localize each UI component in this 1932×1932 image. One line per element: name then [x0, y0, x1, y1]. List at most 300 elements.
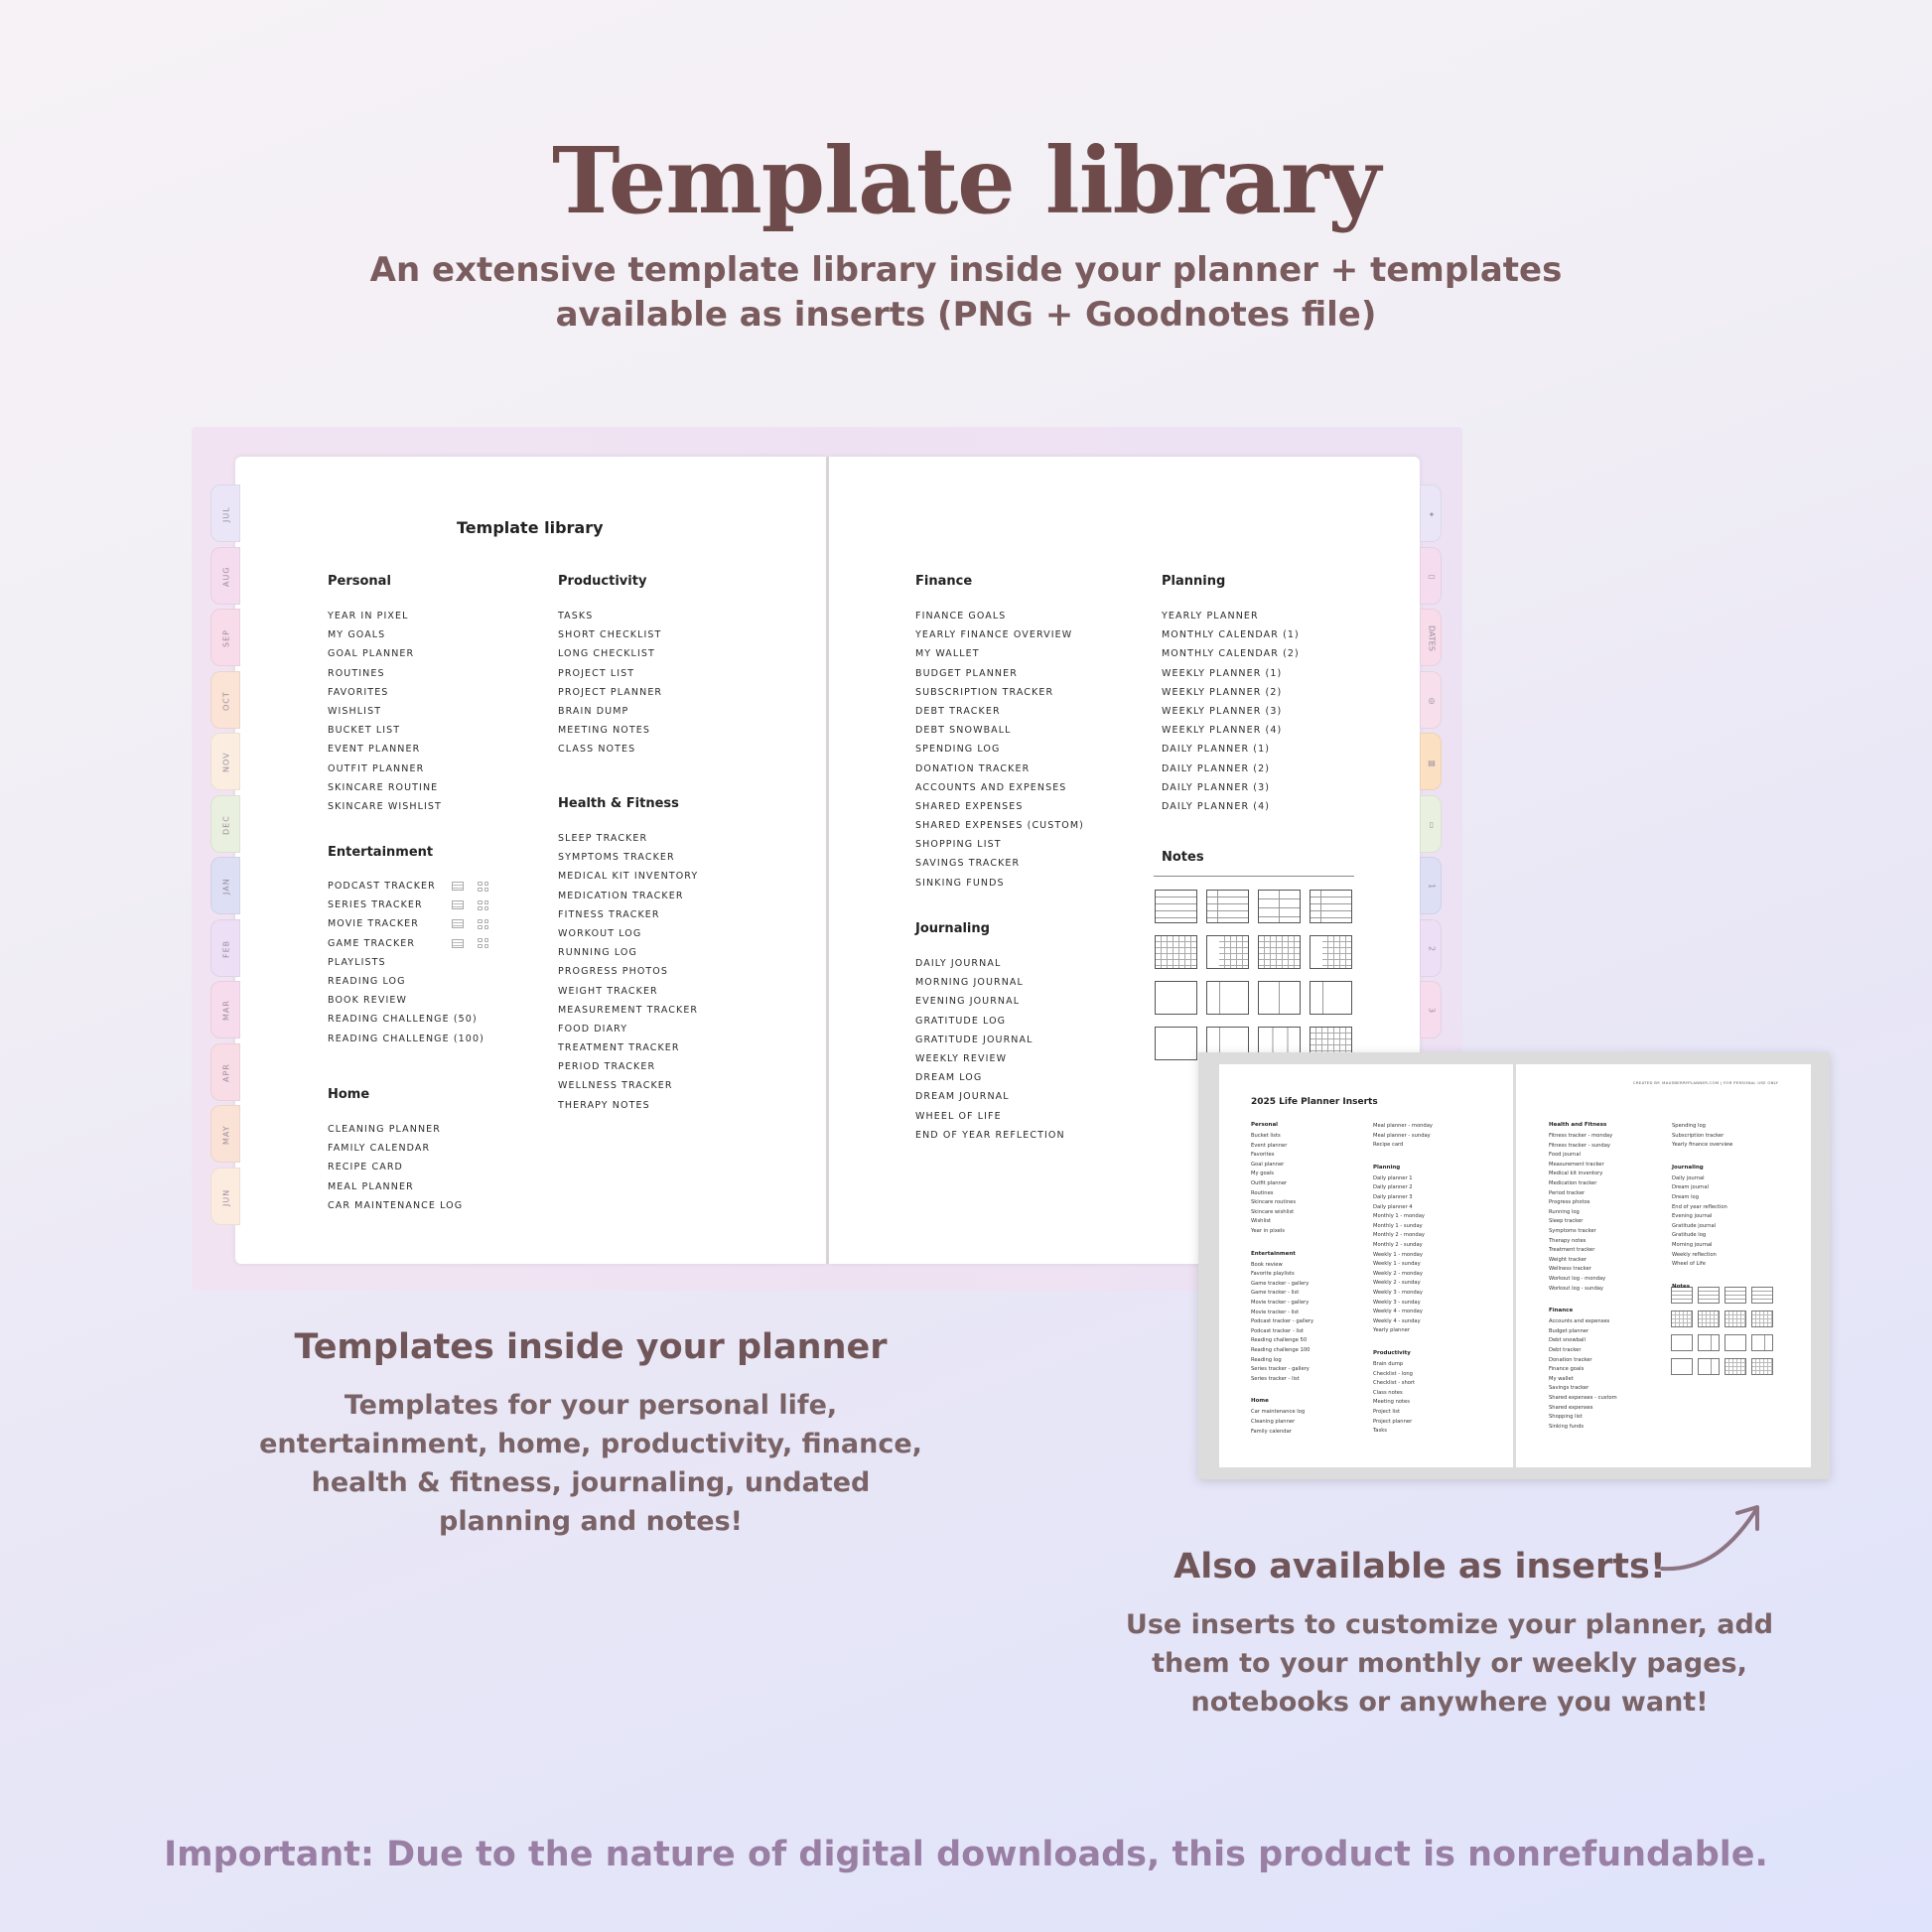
- month-tab-dec[interactable]: [210, 795, 240, 853]
- template-link[interactable]: GAME TRACKER: [328, 937, 416, 949]
- inserts-section-title: Productivity: [1373, 1350, 1411, 1356]
- notebook-lined-wide-thumb: [1725, 1287, 1746, 1304]
- template-link[interactable]: CLEANING PLANNER: [328, 1124, 441, 1135]
- notebook-grid-thumb: [1725, 1311, 1746, 1327]
- month-tab-label: AUG: [221, 566, 231, 587]
- template-link[interactable]: SLEEP TRACKER: [558, 833, 648, 844]
- insert-item: Wellness tracker: [1549, 1266, 1591, 1273]
- month-tab-label: JUN: [221, 1187, 231, 1206]
- template-link[interactable]: DREAM LOG: [915, 1072, 983, 1084]
- inserts-credit: CREATED BY: MAUSBERRYPLANNER.COM | FOR PERSONAL USE ONLY: [1633, 1080, 1779, 1085]
- template-link[interactable]: YEARLY FINANCE OVERVIEW: [915, 629, 1073, 641]
- insert-item: Weekly 1 - monday: [1373, 1251, 1423, 1258]
- journaling-list: [915, 954, 1065, 1145]
- template-link[interactable]: MORNING JOURNAL: [915, 977, 1024, 989]
- template-link[interactable]: BOOK REVIEW: [328, 995, 407, 1007]
- insert-item: Year in pixels: [1251, 1227, 1285, 1234]
- template-link[interactable]: SKINCARE WISHLIST: [328, 800, 442, 812]
- insert-item: Podcast tracker - gallery: [1251, 1318, 1314, 1325]
- insert-item: Daily planner 1: [1373, 1174, 1413, 1181]
- template-link[interactable]: PODCAST TRACKER: [328, 881, 436, 892]
- template-link[interactable]: PERIOD TRACKER: [558, 1061, 656, 1073]
- insert-item: Skincare routines: [1251, 1199, 1297, 1206]
- template-link[interactable]: WELLNESS TRACKER: [558, 1080, 673, 1092]
- template-link[interactable]: FAMILY CALENDAR: [328, 1143, 431, 1155]
- insert-item: Game tracker - gallery: [1251, 1280, 1310, 1287]
- entertainment-view-icons: [452, 877, 488, 953]
- template-link[interactable]: BUDGET PLANNER: [915, 667, 1018, 679]
- notebook-grid-margin-thumb[interactable]: [1310, 935, 1352, 969]
- insert-item: Car maintenance log: [1251, 1409, 1306, 1416]
- month-tab-mar[interactable]: [210, 981, 240, 1038]
- insert-item: Fitness tracker - monday: [1549, 1133, 1613, 1139]
- month-tab-label: SEP: [221, 629, 231, 647]
- inserts-section-list: [1373, 1360, 1415, 1437]
- insert-item: Daily planner 2: [1373, 1184, 1413, 1191]
- template-link[interactable]: WHEEL OF LIFE: [915, 1110, 1002, 1122]
- section-tab-label: ◎: [1427, 696, 1437, 705]
- health-title: Health & Fitness: [558, 796, 679, 811]
- template-link[interactable]: WEIGHT TRACKER: [558, 985, 658, 997]
- month-tab-label: MAR: [221, 1000, 231, 1022]
- template-link[interactable]: MEETING NOTES: [558, 725, 651, 737]
- template-link[interactable]: DAILY PLANNER (4): [1162, 800, 1271, 812]
- notebook-blank-margin-thumb[interactable]: [1206, 981, 1249, 1015]
- insert-item: Dream log: [1672, 1193, 1699, 1200]
- month-tab-apr[interactable]: [210, 1043, 240, 1101]
- gallery-view-icon[interactable]: [478, 900, 488, 910]
- template-link[interactable]: MONTHLY CALENDAR (2): [1162, 648, 1300, 660]
- inserts-section-list: [1251, 1132, 1296, 1237]
- template-link[interactable]: MY WALLET: [915, 648, 980, 660]
- insert-item: Meal planner - sunday: [1373, 1132, 1431, 1139]
- template-link[interactable]: READING LOG: [328, 975, 406, 987]
- notebook-blank-thumb[interactable]: [1155, 1027, 1197, 1060]
- insert-item: Measurement tracker: [1549, 1161, 1604, 1168]
- template-link[interactable]: GRATITUDE LOG: [915, 1015, 1007, 1027]
- insert-item: My wallet: [1549, 1375, 1574, 1382]
- section-tab-5[interactable]: [1420, 795, 1442, 853]
- inserts-section-title: Entertainment: [1251, 1250, 1296, 1257]
- template-link[interactable]: SAVINGS TRACKER: [915, 858, 1021, 870]
- insert-item: Shopping list: [1549, 1414, 1583, 1421]
- insert-item: Movie tracker - list: [1251, 1309, 1300, 1315]
- insert-item: Cleaning planner: [1251, 1418, 1296, 1425]
- insert-item: Weekly 3 - sunday: [1373, 1299, 1421, 1306]
- insert-item: Gratitude log: [1672, 1232, 1707, 1239]
- template-link[interactable]: SKINCARE ROUTINE: [328, 781, 439, 793]
- template-link[interactable]: WEEKLY PLANNER (2): [1162, 686, 1283, 698]
- notebook-blank-thumb: [1671, 1334, 1693, 1351]
- template-link[interactable]: MOVIE TRACKER: [328, 918, 419, 930]
- insert-item: Food journal: [1549, 1152, 1581, 1159]
- insert-item: My goals: [1251, 1171, 1274, 1177]
- month-tab-label: NOV: [221, 752, 231, 773]
- insert-item: Wheel of Life: [1672, 1261, 1706, 1268]
- template-link[interactable]: FITNESS TRACKER: [558, 908, 660, 920]
- inserts-section-list: [1373, 1174, 1425, 1336]
- gallery-view-icon[interactable]: [478, 919, 488, 929]
- productivity-title: Productivity: [558, 574, 647, 589]
- template-link[interactable]: THERAPY NOTES: [558, 1099, 650, 1111]
- insert-item: Reading challenge 100: [1251, 1346, 1311, 1353]
- template-link[interactable]: DAILY PLANNER (2): [1162, 762, 1271, 774]
- list-view-icon[interactable]: [452, 882, 464, 891]
- notebook-grid-thumb: [1671, 1311, 1693, 1327]
- planner-left-page: [235, 457, 826, 1264]
- notebook-blank-thumb: [1671, 1358, 1693, 1375]
- template-link[interactable]: PLAYLISTS: [328, 956, 386, 968]
- list-view-icon[interactable]: [452, 900, 464, 909]
- template-link[interactable]: PROGRESS PHOTOS: [558, 966, 669, 978]
- insert-item: Movie tracker - gallery: [1251, 1299, 1310, 1306]
- inserts-section-title: Health and Fitness: [1549, 1122, 1607, 1128]
- template-link[interactable]: FAVORITES: [328, 686, 389, 698]
- inserts-section-list: [1251, 1261, 1313, 1385]
- curved-arrow-icon: [1658, 1499, 1767, 1579]
- insert-item: Running log: [1549, 1208, 1580, 1215]
- template-link[interactable]: CLASS NOTES: [558, 744, 636, 756]
- template-link[interactable]: GOAL PLANNER: [328, 648, 415, 660]
- insert-item: End of year reflection: [1672, 1203, 1727, 1210]
- section-tab-2[interactable]: [1420, 609, 1442, 666]
- insert-item: Skincare wishlist: [1251, 1208, 1295, 1215]
- template-link[interactable]: LONG CHECKLIST: [558, 648, 655, 660]
- insert-item: Treatment tracker: [1549, 1247, 1595, 1254]
- inside-heading: Templates inside your planner: [294, 1327, 888, 1367]
- section-tab-label: 3: [1427, 1008, 1437, 1014]
- insert-item: Meeting notes: [1373, 1399, 1410, 1406]
- insert-item: Favorites: [1251, 1152, 1275, 1159]
- insert-item: Game tracker - list: [1251, 1290, 1300, 1297]
- library-heading: Template library: [457, 518, 604, 537]
- insert-item: Debt tracker: [1549, 1346, 1582, 1353]
- notebook-blank-margin-thumb: [1698, 1334, 1720, 1351]
- insert-item: Sinking funds: [1549, 1423, 1585, 1430]
- template-link[interactable]: DAILY PLANNER (3): [1162, 781, 1271, 793]
- insert-item: Medication tracker: [1549, 1179, 1597, 1186]
- template-link[interactable]: DONATION TRACKER: [915, 762, 1031, 774]
- home-title: Home: [328, 1087, 370, 1102]
- insert-item: Series tracker - gallery: [1251, 1366, 1310, 1373]
- template-link[interactable]: WEEKLY PLANNER (3): [1162, 705, 1283, 717]
- insert-item: Reading challenge 50: [1251, 1337, 1308, 1344]
- insert-item: Podcast tracker - list: [1251, 1327, 1304, 1334]
- template-link[interactable]: SHOPPING LIST: [915, 839, 1002, 851]
- insert-item: Daily journal: [1672, 1174, 1705, 1181]
- template-link[interactable]: OUTFIT PLANNER: [328, 762, 425, 774]
- insert-item: Weekly 3 - monday: [1373, 1289, 1423, 1296]
- inserts-heading: Also available as inserts!: [1173, 1547, 1666, 1587]
- insert-item: Therapy notes: [1549, 1237, 1587, 1244]
- insert-item: Reading log: [1251, 1356, 1282, 1363]
- insert-item: Accounts and expenses: [1549, 1318, 1610, 1325]
- insert-item: Checklist - short: [1373, 1380, 1416, 1387]
- inserts-section-list: [1549, 1132, 1612, 1294]
- insert-item: Recipe card: [1373, 1142, 1404, 1149]
- template-link[interactable]: END OF YEAR REFLECTION: [915, 1129, 1065, 1141]
- template-link[interactable]: WEEKLY PLANNER (1): [1162, 667, 1283, 679]
- planning-list: [1162, 607, 1300, 816]
- section-tab-0[interactable]: [1420, 484, 1442, 542]
- insert-item: Debt snowball: [1549, 1337, 1586, 1344]
- section-tab-6[interactable]: [1420, 857, 1442, 914]
- refund-notice: Important: Due to the nature of digital downloads, this product is nonrefundable.: [164, 1835, 1768, 1874]
- inside-body: Templates for your personal life, entertainment, home, productivity, finance, health & fitness, journaling, undated planning and notes!: [259, 1390, 922, 1537]
- page-title: Template library: [552, 127, 1380, 234]
- insert-item: Project list: [1373, 1408, 1401, 1415]
- section-tab-label: 2: [1427, 945, 1437, 952]
- insert-item: Weekly 4 - monday: [1373, 1309, 1423, 1315]
- insert-item: Subscription tracker: [1672, 1132, 1725, 1139]
- insert-item: Event planner: [1251, 1142, 1288, 1149]
- insert-item: Checklist - long: [1373, 1370, 1413, 1377]
- template-link[interactable]: CAR MAINTENANCE LOG: [328, 1199, 464, 1211]
- inserts-section-title: Finance: [1549, 1308, 1574, 1314]
- month-tab-aug[interactable]: [210, 547, 240, 605]
- month-tab-label: OCT: [221, 690, 231, 711]
- list-view-icon[interactable]: [452, 919, 464, 928]
- notebook-blank-split-thumb: [1725, 1334, 1746, 1351]
- template-link[interactable]: READING CHALLENGE (100): [328, 1033, 484, 1044]
- notes-divider: [1154, 876, 1354, 877]
- template-link[interactable]: DEBT SNOWBALL: [915, 725, 1012, 737]
- insert-item: Yearly planner: [1373, 1327, 1410, 1334]
- template-link[interactable]: SYMPTOMS TRACKER: [558, 852, 675, 864]
- notebook-grid-thumb[interactable]: [1155, 935, 1197, 969]
- insert-item: Workout log - sunday: [1549, 1285, 1603, 1292]
- page-subtitle: An extensive template library inside your planner + templates available as inserts (PNG + Goodnotes file): [369, 250, 1563, 335]
- template-link[interactable]: ACCOUNTS AND EXPENSES: [915, 781, 1067, 793]
- template-link[interactable]: WEEKLY PLANNER (4): [1162, 725, 1283, 737]
- notebook-lined-wide-thumb[interactable]: [1258, 890, 1301, 923]
- insert-item: Weekly 1 - sunday: [1373, 1261, 1421, 1268]
- template-link[interactable]: RECIPE CARD: [328, 1162, 403, 1173]
- insert-item: Donation tracker: [1549, 1356, 1592, 1363]
- notebook-grid-thumb[interactable]: [1258, 935, 1301, 969]
- section-tab-label: ✦: [1427, 509, 1437, 519]
- finance-title: Finance: [915, 574, 973, 589]
- insert-item: Yearly finance overview: [1672, 1142, 1733, 1149]
- inserts-body: Use inserts to customize your planner, add them to your monthly or weekly pages, notebooks or anywhere you want!: [1125, 1609, 1774, 1718]
- insert-item: Class notes: [1373, 1389, 1403, 1396]
- inserts-section-list: [1672, 1122, 1732, 1151]
- insert-item: Brain dump: [1373, 1361, 1404, 1367]
- month-tab-jun[interactable]: [210, 1168, 240, 1225]
- notebook-lined-margin-thumb[interactable]: [1206, 890, 1249, 923]
- gallery-view-icon[interactable]: [478, 882, 488, 892]
- insert-item: Routines: [1251, 1189, 1274, 1196]
- inserts-section-title: Personal: [1251, 1122, 1279, 1128]
- insert-item: Bucket lists: [1251, 1133, 1281, 1139]
- notes-template-grid: [1155, 890, 1352, 1060]
- template-link[interactable]: YEARLY PLANNER: [1162, 611, 1259, 621]
- insert-item: Project planner: [1373, 1418, 1413, 1425]
- template-link[interactable]: SERIES TRACKER: [328, 899, 423, 911]
- section-tab-3[interactable]: [1420, 671, 1442, 729]
- insert-item: Daily planner 3: [1373, 1193, 1413, 1200]
- section-tab-label: ▤: [1427, 758, 1437, 767]
- insert-item: Symptoms tracker: [1549, 1227, 1596, 1234]
- template-link[interactable]: MEAL PLANNER: [328, 1180, 414, 1192]
- notebook-blank-thumb[interactable]: [1155, 981, 1197, 1015]
- personal-list: [328, 607, 442, 816]
- gallery-view-icon[interactable]: [478, 938, 488, 948]
- insert-item: Family calendar: [1251, 1428, 1292, 1435]
- template-link[interactable]: DREAM JOURNAL: [915, 1091, 1010, 1103]
- template-link[interactable]: DEBT TRACKER: [915, 705, 1001, 717]
- insert-item: Weekly 2 - monday: [1373, 1270, 1423, 1277]
- section-tab-label: DATES: [1427, 625, 1437, 651]
- insert-item: Daily planner 4: [1373, 1203, 1413, 1210]
- template-link[interactable]: EVENING JOURNAL: [915, 996, 1021, 1008]
- template-link[interactable]: SHORT CHECKLIST: [558, 629, 662, 641]
- template-link[interactable]: BUCKET LIST: [328, 725, 401, 737]
- template-link[interactable]: MEASUREMENT TRACKER: [558, 1004, 699, 1016]
- notebook-blank-margin-thumb: [1698, 1358, 1720, 1375]
- notebook-blank-split-thumb[interactable]: [1258, 981, 1301, 1015]
- month-tab-feb[interactable]: [210, 919, 240, 977]
- month-tab-jul[interactable]: [210, 484, 240, 542]
- section-tab-label: ▭: [1427, 572, 1437, 581]
- insert-item: Weekly 4 - sunday: [1373, 1317, 1421, 1324]
- notebook-grid-margin-thumb[interactable]: [1206, 935, 1249, 969]
- inserts-section-list: [1251, 1408, 1305, 1437]
- template-link[interactable]: TASKS: [558, 611, 594, 621]
- inserts-section-title: Home: [1251, 1398, 1269, 1405]
- insert-item: Sleep tracker: [1549, 1218, 1584, 1225]
- insert-item: Book review: [1251, 1261, 1283, 1268]
- insert-item: Weekly reflection: [1672, 1251, 1717, 1258]
- month-tab-oct[interactable]: [210, 671, 240, 729]
- insert-item: Morning journal: [1672, 1241, 1713, 1248]
- template-link[interactable]: BRAIN DUMP: [558, 705, 629, 717]
- template-link[interactable]: GRATITUDE JOURNAL: [915, 1034, 1034, 1045]
- notebook-grid-margin-thumb: [1698, 1311, 1720, 1327]
- insert-item: Monthly 2 - monday: [1373, 1232, 1425, 1239]
- notebook-grid-thumb: [1751, 1358, 1773, 1375]
- insert-item: Period tracker: [1549, 1189, 1586, 1196]
- template-link[interactable]: FINANCE GOALS: [915, 611, 1007, 621]
- insert-item: Goal planner: [1251, 1161, 1285, 1168]
- template-link[interactable]: WEEKLY REVIEW: [915, 1052, 1008, 1064]
- template-link[interactable]: FOOD DIARY: [558, 1023, 628, 1035]
- insert-item: Weekly 2 - sunday: [1373, 1280, 1421, 1287]
- template-link[interactable]: DAILY PLANNER (1): [1162, 744, 1271, 756]
- inserts-section-title: Notes: [1672, 1283, 1691, 1290]
- template-link[interactable]: DAILY JOURNAL: [915, 958, 1002, 969]
- planning-title: Planning: [1162, 574, 1226, 589]
- inserts-notes-grid: [1671, 1287, 1773, 1375]
- section-tab-label: ▯: [1427, 820, 1437, 829]
- month-tab-label: JUL: [221, 506, 231, 522]
- template-link[interactable]: WORKOUT LOG: [558, 927, 642, 939]
- insert-item: Progress photos: [1549, 1199, 1590, 1206]
- template-link[interactable]: WISHLIST: [328, 705, 382, 717]
- template-link[interactable]: ROUTINES: [328, 667, 385, 679]
- month-tab-label: DEC: [221, 814, 231, 835]
- month-tab-label: FEB: [221, 939, 231, 958]
- notebook-lined-margin-thumb: [1698, 1287, 1720, 1304]
- insert-item: Workout log - monday: [1549, 1275, 1606, 1282]
- template-link[interactable]: YEAR IN PIXEL: [328, 611, 409, 621]
- insert-item: Shared expenses: [1549, 1404, 1593, 1411]
- inserts-section-list: [1549, 1317, 1617, 1432]
- notebook-lined-thumb[interactable]: [1155, 890, 1197, 923]
- notebook-big-grid-thumb: [1725, 1358, 1746, 1375]
- planner-spine: [826, 457, 829, 1264]
- template-link[interactable]: RUNNING LOG: [558, 947, 637, 959]
- notebook-lined-margin-thumb[interactable]: [1310, 890, 1352, 923]
- inserts-section-title: Journaling: [1672, 1164, 1704, 1171]
- insert-item: Medical kit inventory: [1549, 1171, 1603, 1177]
- home-list: [328, 1120, 463, 1215]
- template-link[interactable]: MEDICAL KIT INVENTORY: [558, 871, 699, 883]
- section-tab-1[interactable]: [1420, 547, 1442, 605]
- month-tab-jan[interactable]: [210, 857, 240, 914]
- insert-item: Wishlist: [1251, 1218, 1272, 1225]
- insert-item: Monthly 2 - sunday: [1373, 1241, 1423, 1248]
- insert-item: Finance goals: [1549, 1366, 1585, 1373]
- health-list: [558, 829, 698, 1115]
- finance-list: [915, 607, 1084, 893]
- inserts-title: 2025 Life Planner Inserts: [1251, 1097, 1378, 1107]
- journaling-title: Journaling: [915, 921, 990, 936]
- template-link[interactable]: MONTHLY CALENDAR (1): [1162, 629, 1300, 641]
- month-tab-may[interactable]: [210, 1105, 240, 1163]
- insert-item: Fitness tracker - sunday: [1549, 1142, 1610, 1149]
- insert-item: Monthly 1 - sunday: [1373, 1222, 1423, 1229]
- section-tab-7[interactable]: [1420, 919, 1442, 977]
- personal-title: Personal: [328, 574, 391, 589]
- productivity-list: [558, 607, 662, 759]
- template-link[interactable]: EVENT PLANNER: [328, 744, 421, 756]
- notebook-grid-margin-thumb: [1751, 1311, 1773, 1327]
- notebook-lined-margin-thumb: [1751, 1287, 1773, 1304]
- insert-item: Budget planner: [1549, 1327, 1589, 1334]
- insert-item: Meal planner - monday: [1373, 1123, 1433, 1129]
- notes-title: Notes: [1162, 850, 1204, 865]
- template-link[interactable]: MEDICATION TRACKER: [558, 890, 684, 901]
- template-link[interactable]: PROJECT LIST: [558, 667, 635, 679]
- insert-item: Evening journal: [1672, 1213, 1713, 1220]
- inserts-section-title: Planning: [1373, 1164, 1401, 1171]
- template-link[interactable]: MY GOALS: [328, 629, 386, 641]
- month-tab-label: MAY: [221, 1125, 231, 1145]
- month-tab-nov[interactable]: [210, 733, 240, 790]
- insert-item: Weight tracker: [1549, 1256, 1587, 1263]
- list-view-icon[interactable]: [452, 939, 464, 948]
- template-link[interactable]: PROJECT PLANNER: [558, 686, 663, 698]
- notebook-blank-margin-thumb[interactable]: [1310, 981, 1352, 1015]
- template-link[interactable]: TREATMENT TRACKER: [558, 1042, 680, 1054]
- insert-item: Outfit planner: [1251, 1179, 1288, 1186]
- template-link[interactable]: READING CHALLENGE (50): [328, 1014, 478, 1026]
- month-tab-label: APR: [221, 1063, 231, 1082]
- inserts-section-list: [1672, 1174, 1727, 1270]
- section-tab-label: 1: [1427, 884, 1437, 890]
- month-tab-sep[interactable]: [210, 609, 240, 666]
- template-link[interactable]: SINKING FUNDS: [915, 877, 1005, 889]
- insert-item: Favorite playlists: [1251, 1271, 1295, 1278]
- template-link[interactable]: SHARED EXPENSES (CUSTOM): [915, 820, 1084, 832]
- section-tab-8[interactable]: [1420, 981, 1442, 1038]
- insert-item: Tasks: [1373, 1428, 1387, 1435]
- template-link[interactable]: SUBSCRIPTION TRACKER: [915, 686, 1054, 698]
- template-link[interactable]: SHARED EXPENSES: [915, 800, 1024, 812]
- section-tab-4[interactable]: [1420, 733, 1442, 790]
- template-link[interactable]: SPENDING LOG: [915, 744, 1001, 756]
